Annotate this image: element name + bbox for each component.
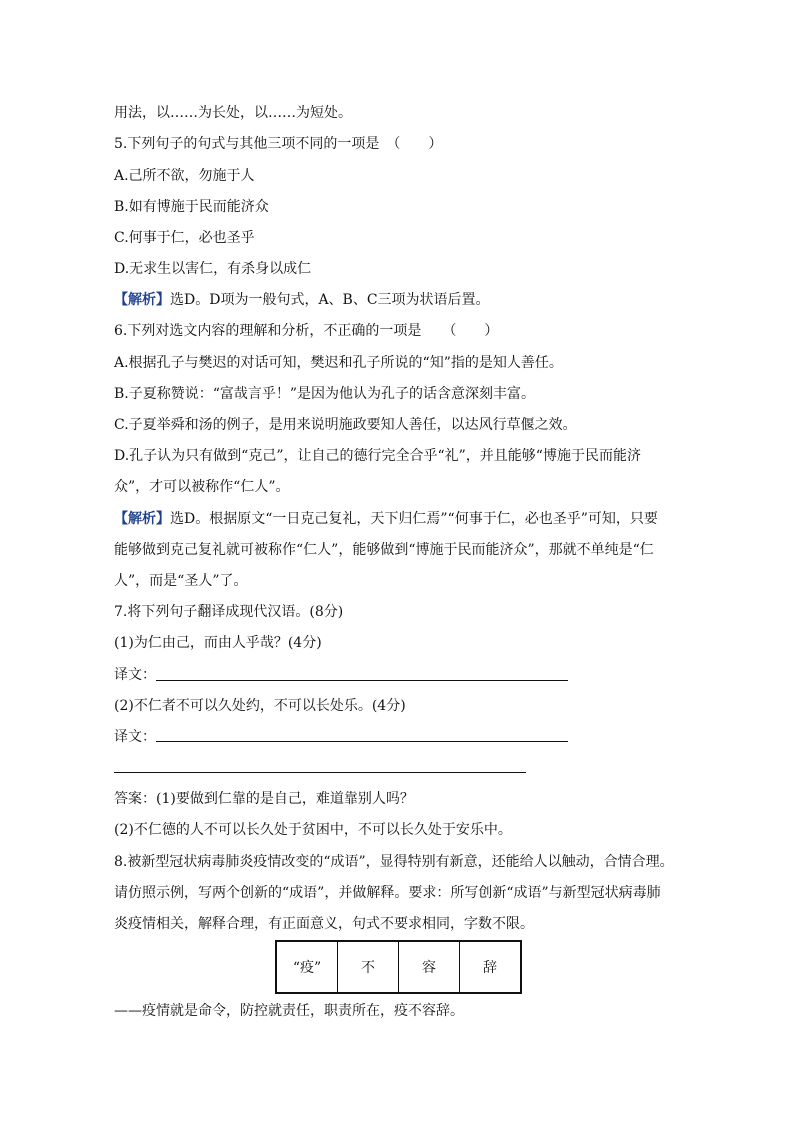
answer-blank — [156, 680, 568, 681]
analysis-tag: 【解析】 — [114, 292, 170, 308]
idiom-cell: “疫” — [276, 941, 338, 993]
question-8-example: ——疫情就是命令，防控就责任，职责所在，疫不容辞。 — [114, 1003, 464, 1019]
idiom-cell: 辞 — [460, 941, 522, 993]
question-6-option-d-cont: 众”，才可以被称作“仁人”。 — [114, 479, 290, 495]
idiom-cell: 容 — [399, 941, 460, 993]
question-7-stem: 7.将下列句子翻译成现代汉语。(8分) — [114, 604, 344, 620]
question-6-option-a: A.根据孔子与樊迟的对话可知，樊迟和孔子所说的“知”指的是知人善任。 — [114, 355, 563, 371]
answer-blank — [114, 772, 526, 773]
question-7-answer: 答案：(1)要做到仁靠的是自己，难道靠别人吗？ — [114, 791, 414, 807]
question-6-analysis-cont: 能够做到克己复礼就可被称作“仁人”，能够做到“博施于民而能济众”，那就不单纯是“仁 — [114, 542, 654, 558]
question-5-option-a: A.己所不欲，勿施于人 — [114, 168, 255, 184]
idiom-table — [275, 940, 522, 994]
translation-label: 译文： — [114, 729, 156, 745]
analysis-text: 选D。根据原文“一日克己复礼，天下归仁焉”“何事于仁，必也圣乎”可知，只要 — [170, 511, 658, 527]
question-5-option-c: C.何事于仁，必也圣乎 — [114, 230, 255, 246]
question-6-option-c: C.子夏举舜和汤的例子，是用来说明施政要知人善任，以达风行草偃之效。 — [114, 417, 577, 433]
question-7-answer-cont: (2)不仁德的人不可以长久处于贫困中，不可以长久处于安乐中。 — [114, 822, 512, 838]
question-8-stem-cont: 炎疫情相关，解释合理，有正面意义，句式不要求相同，字数不限。 — [114, 916, 534, 932]
question-5-analysis — [114, 291, 490, 309]
question-8-stem: 8.被新型冠状病毒肺炎疫情改变的“成语”，显得特别有新意，还能给人以触动，合情合理。 — [114, 854, 674, 870]
analysis-tag: 【解析】 — [114, 511, 170, 527]
analysis-text: 选D。D项为一般句式，A、B、C三项为状语后置。 — [170, 292, 490, 308]
text-line: 用法，以……为长处，以……为短处。 — [114, 105, 352, 121]
question-6-stem: 6.下列对选文内容的理解和分析，不正确的一项是 （ ） — [114, 323, 499, 339]
question-5-option-d: D.无求生以害仁，有杀身以成仁 — [114, 261, 312, 277]
translation-label: 译文： — [114, 667, 156, 683]
idiom-cell: 不 — [338, 941, 399, 993]
question-6-option-b: B.子夏称赞说：“富哉言乎！”是因为他认为孔子的话含意深刻丰富。 — [114, 386, 536, 402]
question-7-item-1: (1)为仁由己，而由人乎哉？(4分) — [114, 635, 322, 651]
question-6-analysis-cont: 人”，而是“圣人”了。 — [114, 573, 248, 589]
question-5-stem: 5.下列句子的句式与其他三项不同的一项是 （ ） — [114, 136, 443, 152]
question-5-option-b: B.如有博施于民而能济众 — [114, 199, 269, 215]
question-6-analysis — [114, 510, 658, 528]
question-8-stem-cont: 请仿照示例，写两个创新的“成语”，并做解释。要求：所写创新“成语”与新型冠状病毒肺 — [114, 885, 661, 901]
question-7-item-2: (2)不仁者不可以久处约，不可以长处乐。(4分) — [114, 698, 406, 714]
question-6-option-d: D.孔子认为只有做到“克己”，让自己的德行完全合乎“礼”，并且能够“博施于民而能济 — [114, 448, 641, 464]
answer-blank — [156, 741, 568, 742]
